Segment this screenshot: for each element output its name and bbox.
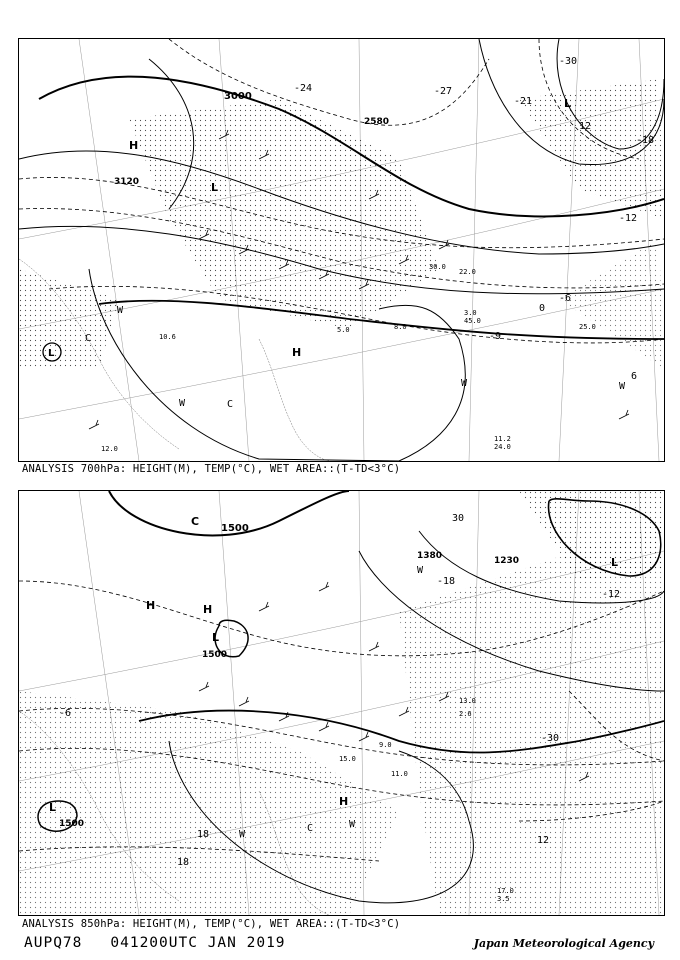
cold-center: C [191, 515, 200, 528]
warm-mark: W [461, 378, 468, 389]
low-center: L [564, 97, 572, 110]
station-value: 22.0 [459, 268, 476, 276]
product-header [24, 935, 314, 951]
cold-mark: C [227, 399, 234, 410]
station-value: 11.2 [494, 435, 511, 443]
high-center: H [339, 795, 349, 808]
temp-label: 6 [631, 371, 638, 382]
high-center: H [146, 599, 156, 612]
temp-label: 12 [537, 835, 550, 846]
height-label: 2580 [364, 117, 390, 127]
station-value: 30.0 [429, 263, 446, 271]
station-value: 2.6 [459, 710, 472, 718]
temp-label: -21 [514, 96, 533, 107]
wet-areas [19, 491, 664, 915]
temp-label: -18 [636, 135, 655, 146]
temp-label: 12 [579, 121, 592, 132]
height-label: 1380 [417, 551, 443, 561]
temp-label: -6 [59, 708, 72, 719]
high-center: H [129, 139, 139, 152]
warm-mark: W [349, 819, 356, 830]
map-850hpa [18, 490, 665, 916]
temp-label: -6 [559, 293, 572, 304]
low-center: L [212, 631, 220, 644]
station-value: 3.5 [497, 895, 510, 903]
temp-label: 0 [539, 303, 546, 314]
high-center: H [203, 603, 213, 616]
cold-mark: C [307, 823, 314, 834]
low-center: L [611, 556, 619, 569]
station-value: 15.0 [339, 755, 356, 763]
warm-mark: W [417, 565, 424, 576]
temp-label: 18 [177, 857, 190, 868]
station-value: 13.0 [459, 697, 476, 705]
warm-mark: W [179, 398, 186, 409]
temp-label: -12 [602, 589, 621, 600]
station-value: 9.0 [379, 741, 392, 749]
station-value: 45.0 [464, 317, 481, 325]
temp-label: -24 [294, 83, 313, 94]
temp-label: 18 [197, 829, 210, 840]
temp-label: -30 [559, 56, 578, 67]
station-value: 11.0 [391, 770, 408, 778]
station-value: 10.6 [159, 333, 176, 341]
station-value: 24.0 [494, 443, 511, 451]
height-label: 1230 [494, 556, 520, 566]
warm-mark: W [239, 829, 246, 840]
station-value: 5.0 [337, 326, 350, 334]
station-value: 3.0 [464, 309, 477, 317]
warm-mark: W [117, 305, 124, 316]
low-center: L [48, 348, 55, 359]
station-value: 17.0 [497, 887, 514, 895]
high-center: H [292, 346, 302, 359]
caption-700hpa: ANALYSIS 700hPa: HEIGHT(M), TEMP(°C), WET AREA::(T-TD<3°C) [22, 463, 401, 475]
product-code: AUPQ78 [24, 935, 83, 951]
caption-850hpa: ANALYSIS 850hPa: HEIGHT(M), TEMP(°C), WET AREA::(T-TD<3°C) [22, 918, 401, 930]
height-label: 3120 [114, 177, 140, 187]
temp-label: -27 [434, 86, 453, 97]
temp-label: -18 [437, 576, 456, 587]
warm-mark: W [619, 381, 626, 392]
map-700hpa-svg [19, 39, 664, 461]
station-value: 25.0 [579, 323, 596, 331]
valid-time: 041200UTC JAN 2019 [110, 935, 286, 951]
low-center: L [49, 801, 57, 814]
temp-label: -9 [489, 331, 502, 342]
low-center: L [211, 181, 219, 194]
cold-mark: C [85, 333, 92, 344]
height-label: 1500 [202, 650, 228, 660]
height-label: 3000 [224, 91, 252, 102]
map-700hpa [18, 38, 665, 462]
temp-label: -12 [619, 213, 638, 224]
height-label: 1500 [221, 523, 249, 534]
station-value: 8.0 [394, 323, 407, 331]
map-850hpa-svg [19, 491, 664, 915]
station-value: 12.0 [101, 445, 118, 453]
temp-label: -30 [541, 733, 560, 744]
agency-name: Japan Meteorological Agency [473, 937, 654, 950]
height-label: 1500 [59, 819, 85, 829]
temp-label: 30 [452, 513, 465, 524]
